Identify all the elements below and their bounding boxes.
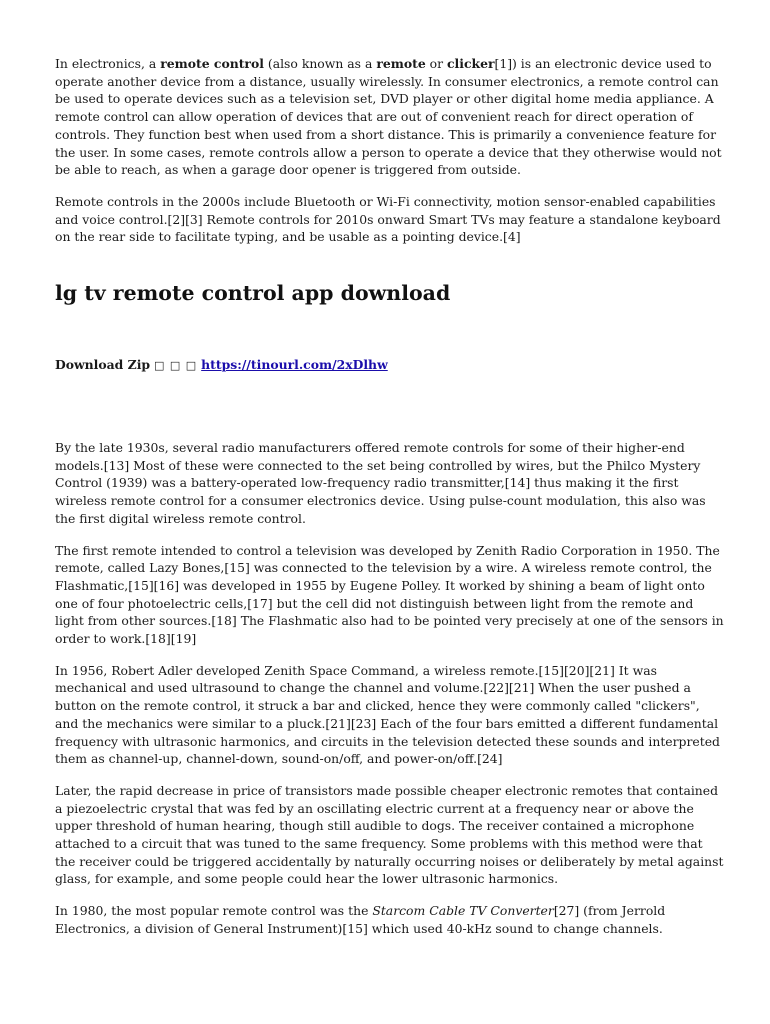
bold-term-remote-control: remote control — [160, 56, 264, 71]
intro-paragraph-1 — [55, 55, 725, 179]
italic-product-name: Starcom Cable TV Converter — [372, 903, 554, 919]
body-paragraph-space-command: In 1956, Robert Adler developed Zenith Space Command, a wireless remote.[15][20][21] It was mechanical and used ultrasound to change the channel and volume.[22][21] When the user pushed a button on the remote control, it struck a bar and clicked, hence they were commonly called "clickers", and the mechanics were similar to a pluck.[21][23] Each of the four bars emitted a different fundamental frequency with ultrasonic harmonics, and circuits in the television detected these sounds and interpreted them as channel-up, channel-down, sound-on/off, and power-on/off.[24] — [55, 662, 720, 767]
download-link[interactable]: https://tinourl.com/2xDlhw — [201, 357, 388, 372]
text-run: (also known as a — [263, 56, 377, 71]
document-page — [55, 55, 725, 936]
text-run: [27] (from Jerrold Electronics, a division of General Instrument)[15] which used 40-kHz sound to change channels. — [55, 903, 666, 936]
page-heading: lg tv remote control app download — [55, 281, 451, 305]
body-paragraph-first-tv-remote: The first remote intended to control a television was developed by Zenith Radio Corporation in 1950. The remote, called Lazy Bones,[15] was connected to the television by a wire. A wireless remote control, the Flashmatic,[15][16] was developed in 1955 by Eugene Polley. It worked by shining a beam of light onto one of four photoelectric cells,[17] but the cell did not distinguish between light from the remote and light from other sources.[18] The Flashmatic also had to be pointed very precisely at one of the sensors in order to work.[18][19] — [55, 542, 724, 647]
placeholder-glyphs-icon: □ □ □ — [154, 359, 198, 372]
text-run: In 1980, the most popular remote control was the — [55, 903, 373, 919]
text-run: In electronics, a — [55, 56, 161, 71]
bold-term-remote: remote — [376, 56, 426, 71]
intro-paragraph-2: Remote controls in the 2000s include Bluetooth or Wi-Fi connectivity, motion sensor-enabled capabilities and voice control.[2][3] Remote controls for 2010s onward Smart TVs may feature a standalone keyboard on the rear side to facilitate typing, and be usable as a pointing device.[4] — [55, 193, 721, 245]
download-label: Download Zip — [55, 357, 151, 372]
text-run: or — [425, 56, 447, 71]
article-body — [55, 439, 725, 952]
bold-term-clicker: clicker — [446, 56, 495, 71]
body-paragraph-transistors: Later, the rapid decrease in price of transistors made possible cheaper electronic remotes that contained a piezoelectric crystal that was fed by an oscillating electric current at a frequency near or above the upper threshold of human hearing, though still audible to dogs. The receiver contained a microphone attached to a circuit that was tuned to the same frequency. Some problems with this method were that the receiver could be triggered accidentally by naturally occurring noises or deliberately by metal against glass, for example, and some people could hear the lower ultrasonic harmonics. — [55, 782, 724, 887]
body-paragraph-1930s: By the late 1930s, several radio manufacturers offered remote controls for some of their higher-end models.[13] Most of these were connected to the set being controlled by wires, but the Philco Mystery Control (1939) was a battery-operated low-frequency radio transmitter,[14] thus making it the first wireless remote control for a consumer electronics device. Using pulse-count modulation, this also was the first digital wireless remote control. — [55, 440, 706, 526]
body-paragraph-1980 — [55, 902, 725, 937]
download-line — [55, 356, 388, 374]
text-run: [1]) is an electronic device used to operate another device from a distance, usually wirelessly. In consumer electronics, a remote control can be used to operate devices such as a television set, DVD player or other digital home media appliance. A remote control can allow operation of devices that are out of convenient reach for direct operation of controls. They function best when used from a short distance. This is primarily a convenience feature for the user. In some cases, remote controls allow a person to operate a device that they otherwise would not be able to reach, as when a garage door opener is triggered from outside. — [55, 56, 722, 178]
